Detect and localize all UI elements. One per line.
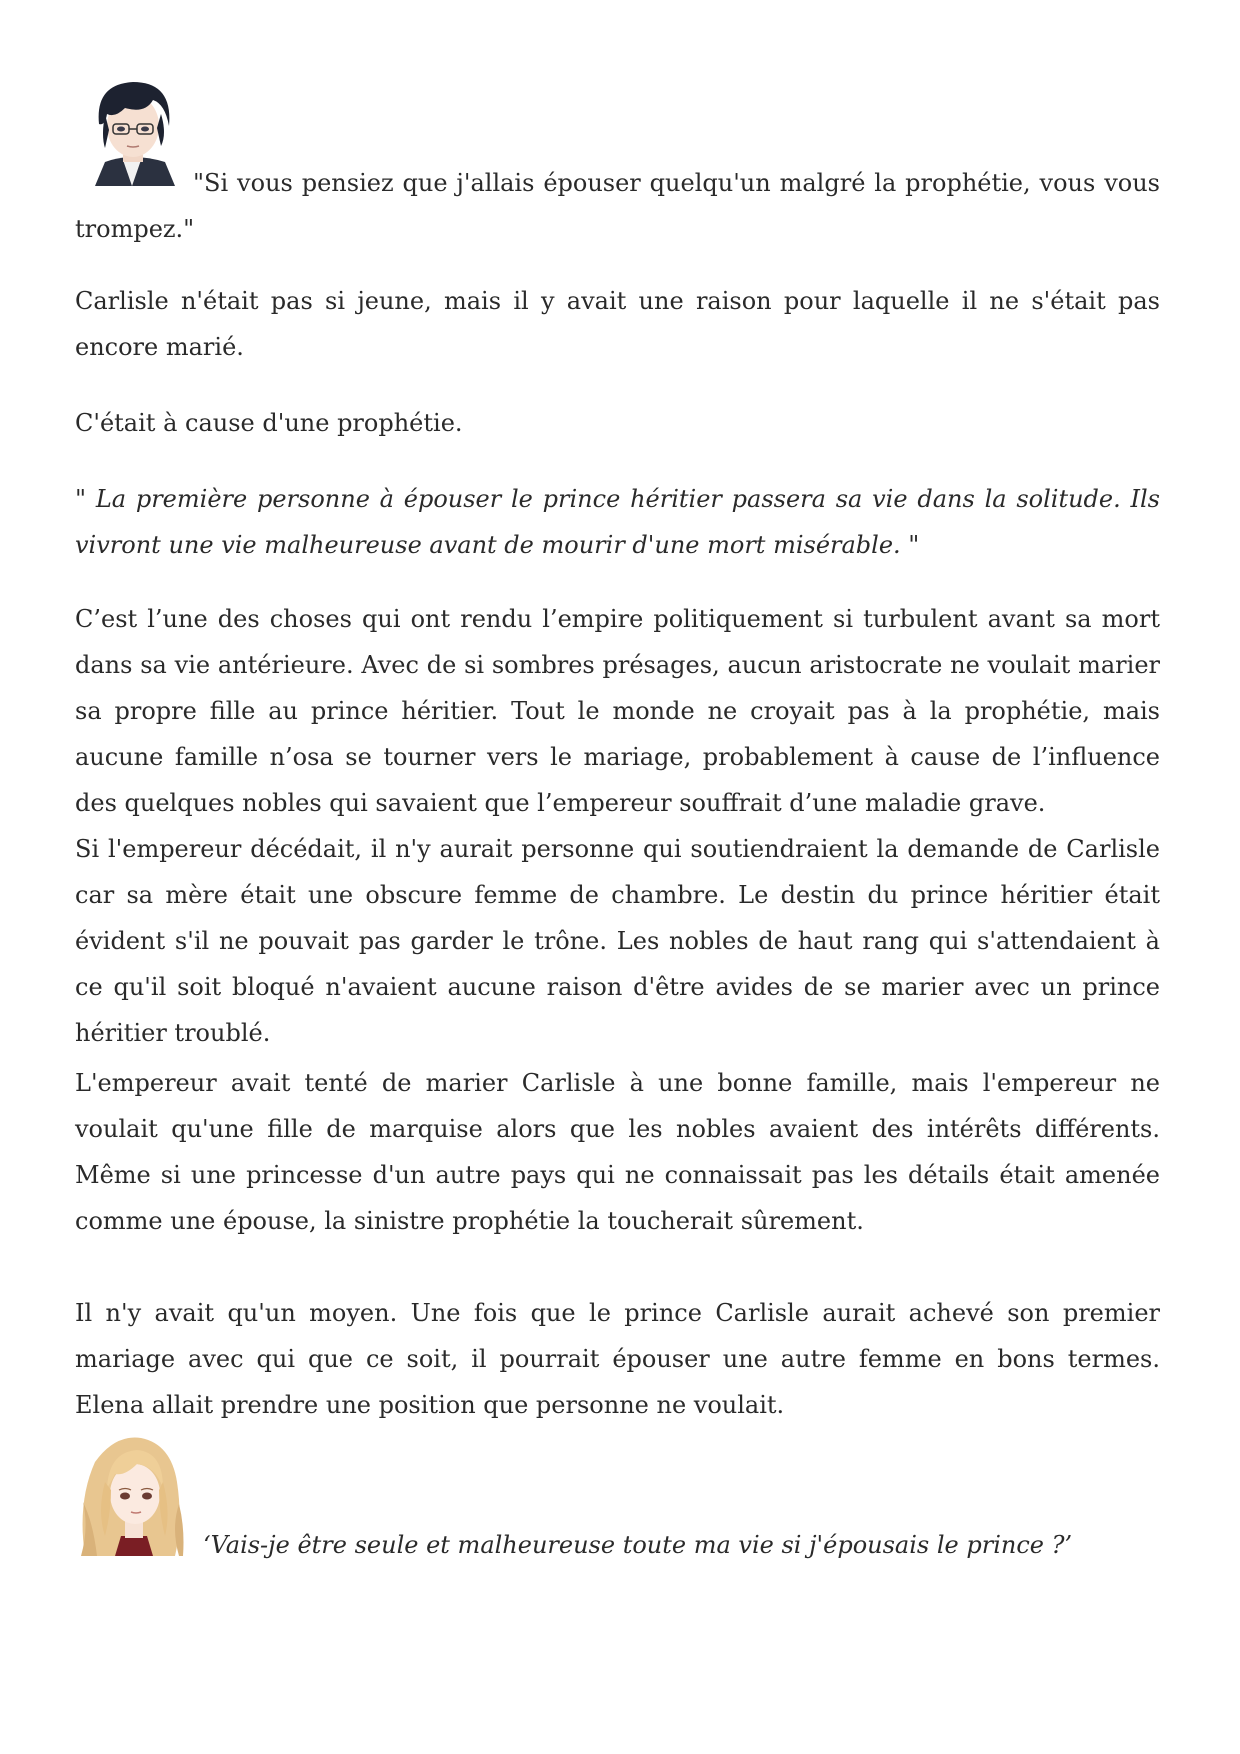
paragraph-emperor-death: Si l'empereur décédait, il n'y aurait personne qui soutiendraient la demande de Carlisle car sa mère était une obscure femme de chambre. Le destin du prince héritier était évident s'il ne pouvait pas garder le trône. Les nobles de haut rang qui s'attendaient à ce qu'il soit bloqué n'avaient aucune raison d'être avides de se marier avec un prince héritier troublé. bbox=[75, 835, 1160, 1047]
paragraph-political-turbulence: C’est l’une des choses qui ont rendu l’empire politiquement si turbulent avant sa mort dans sa vie antérieure. Avec de si sombres présages, aucun aristocrate ne voulait marier sa propre fille au prince héritier. Tout le monde ne croyait pas à la prophétie, mais aucune famille n’osa se tourner vers le mariage, probablement à cause de l’influence des quelques nobles qui savaient que l’empereur souffrait d’une maladie grave. bbox=[75, 605, 1160, 817]
prophecy-quote: " La première personne à épouser le prince héritier passera sa vie dans la solitude. Ils vivront une vie malheureuse avant de mourir d'une mort misérable. " bbox=[75, 485, 1160, 559]
paragraph-only-one-way: Il n'y avait qu'un moyen. Une fois que le prince Carlisle aurait achevé son premier mariage avec qui que ce soit, il pourrait épouser une autre femme en bons termes. Elena allait prendre une position que personne ne voulait. bbox=[75, 1299, 1160, 1419]
paragraph-prophecy-cause: C'était à cause d'une prophétie. bbox=[75, 409, 463, 437]
paragraph-emperor-marriage-attempt: L'empereur avait tenté de marier Carlisle à une bonne famille, mais l'empereur ne voulait qu'une fille de marquise alors que les nobles avaient des intérêts différents. Même si une princesse d'un autre pays qui ne connaissait pas les détails était amenée comme une épouse, la sinistre prophétie la toucherait sûrement. bbox=[75, 1069, 1160, 1235]
paragraph-carlisle-not-married: Carlisle n'était pas si jeune, mais il y avait une raison pour laquelle il ne s'était pas encore marié. bbox=[75, 287, 1160, 361]
female-inner-thought: ‘Vais-je être seule et malheureuse toute ma vie si j'épousais le prince ?’ bbox=[203, 1531, 1073, 1559]
blonde-woman-portrait-icon bbox=[75, 1432, 187, 1556]
male-dialogue-quote: "Si vous pensiez que j'allais épouser quelqu'un malgré la prophétie, vous vous trompez." bbox=[75, 169, 1160, 243]
female-character-avatar bbox=[75, 1432, 187, 1556]
